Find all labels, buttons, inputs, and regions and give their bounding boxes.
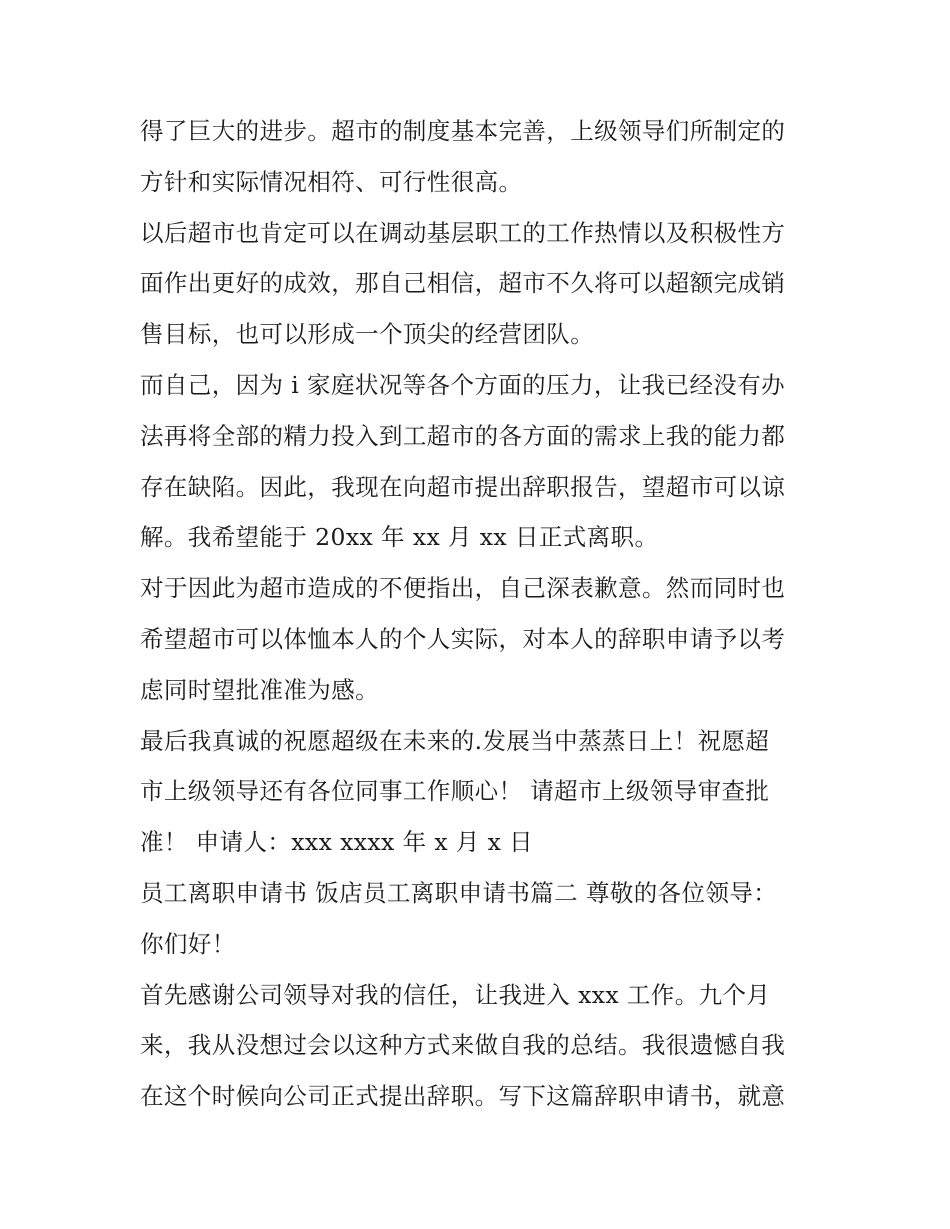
text-line: 首先感谢公司领导对我的信任，让我进入 xxx 工作。九个月 [140,980,771,1009]
text-line: 虑同时望批准准为感。 [140,675,379,704]
text-line: 准！ 申请人：xxx xxxx 年 x 月 x 日 [140,828,534,857]
text-line: 在这个时候向公司正式提出辞职。写下这篇辞职申请书，就意 [140,1082,786,1111]
text-line: 存在缺陷。因此，我现在向超市提出辞职报告，望超市可以谅 [140,472,786,501]
text-line: 以后超市也肯定可以在调动基层职工的工作热情以及积极性方 [140,218,786,247]
text-line: 方针和实际情况相符、可行性很高。 [140,167,523,196]
text-line: 面作出更好的成效，那自己相信，超市不久将可以超额完成销 [140,269,786,298]
text-line: 来，我从没想过会以这种方式来做自我的总结。我很遗憾自我 [140,1031,786,1060]
text-line: 得了巨大的进步。超市的制度基本完善，上级领导们所制定的 [140,117,786,145]
text-line: 解。我希望能于 20xx 年 xx 月 xx 日正式离职。 [140,523,659,552]
text-line: 而自己，因为 i 家庭状况等各个方面的压力，让我已经没有办 [140,370,786,399]
text-line: 市上级领导还有各位同事工作顺心！ 请超市上级领导审查批 [140,777,770,806]
text-line: 对于因此为超市造成的不便指出，自己深表歉意。然而同时也 [140,574,786,603]
document-text-body [140,106,820,1122]
text-line: 法再将全部的精力投入到工超市的各方面的需求上我的能力都 [140,421,786,450]
text-line: 最后我真诚的祝愿超级在未来的.发展当中蒸蒸日上！祝愿超 [140,726,770,755]
text-line: 希望超市可以体恤本人的个人实际，对本人的辞职申请予以考 [140,624,786,653]
text-line: 员工离职申请书 饭店员工离职申请书篇二 尊敬的各位领导： [140,878,778,907]
text-line: 你们好！ [140,929,236,958]
text-line: 售目标，也可以形成一个顶尖的经营团队。 [140,320,595,349]
